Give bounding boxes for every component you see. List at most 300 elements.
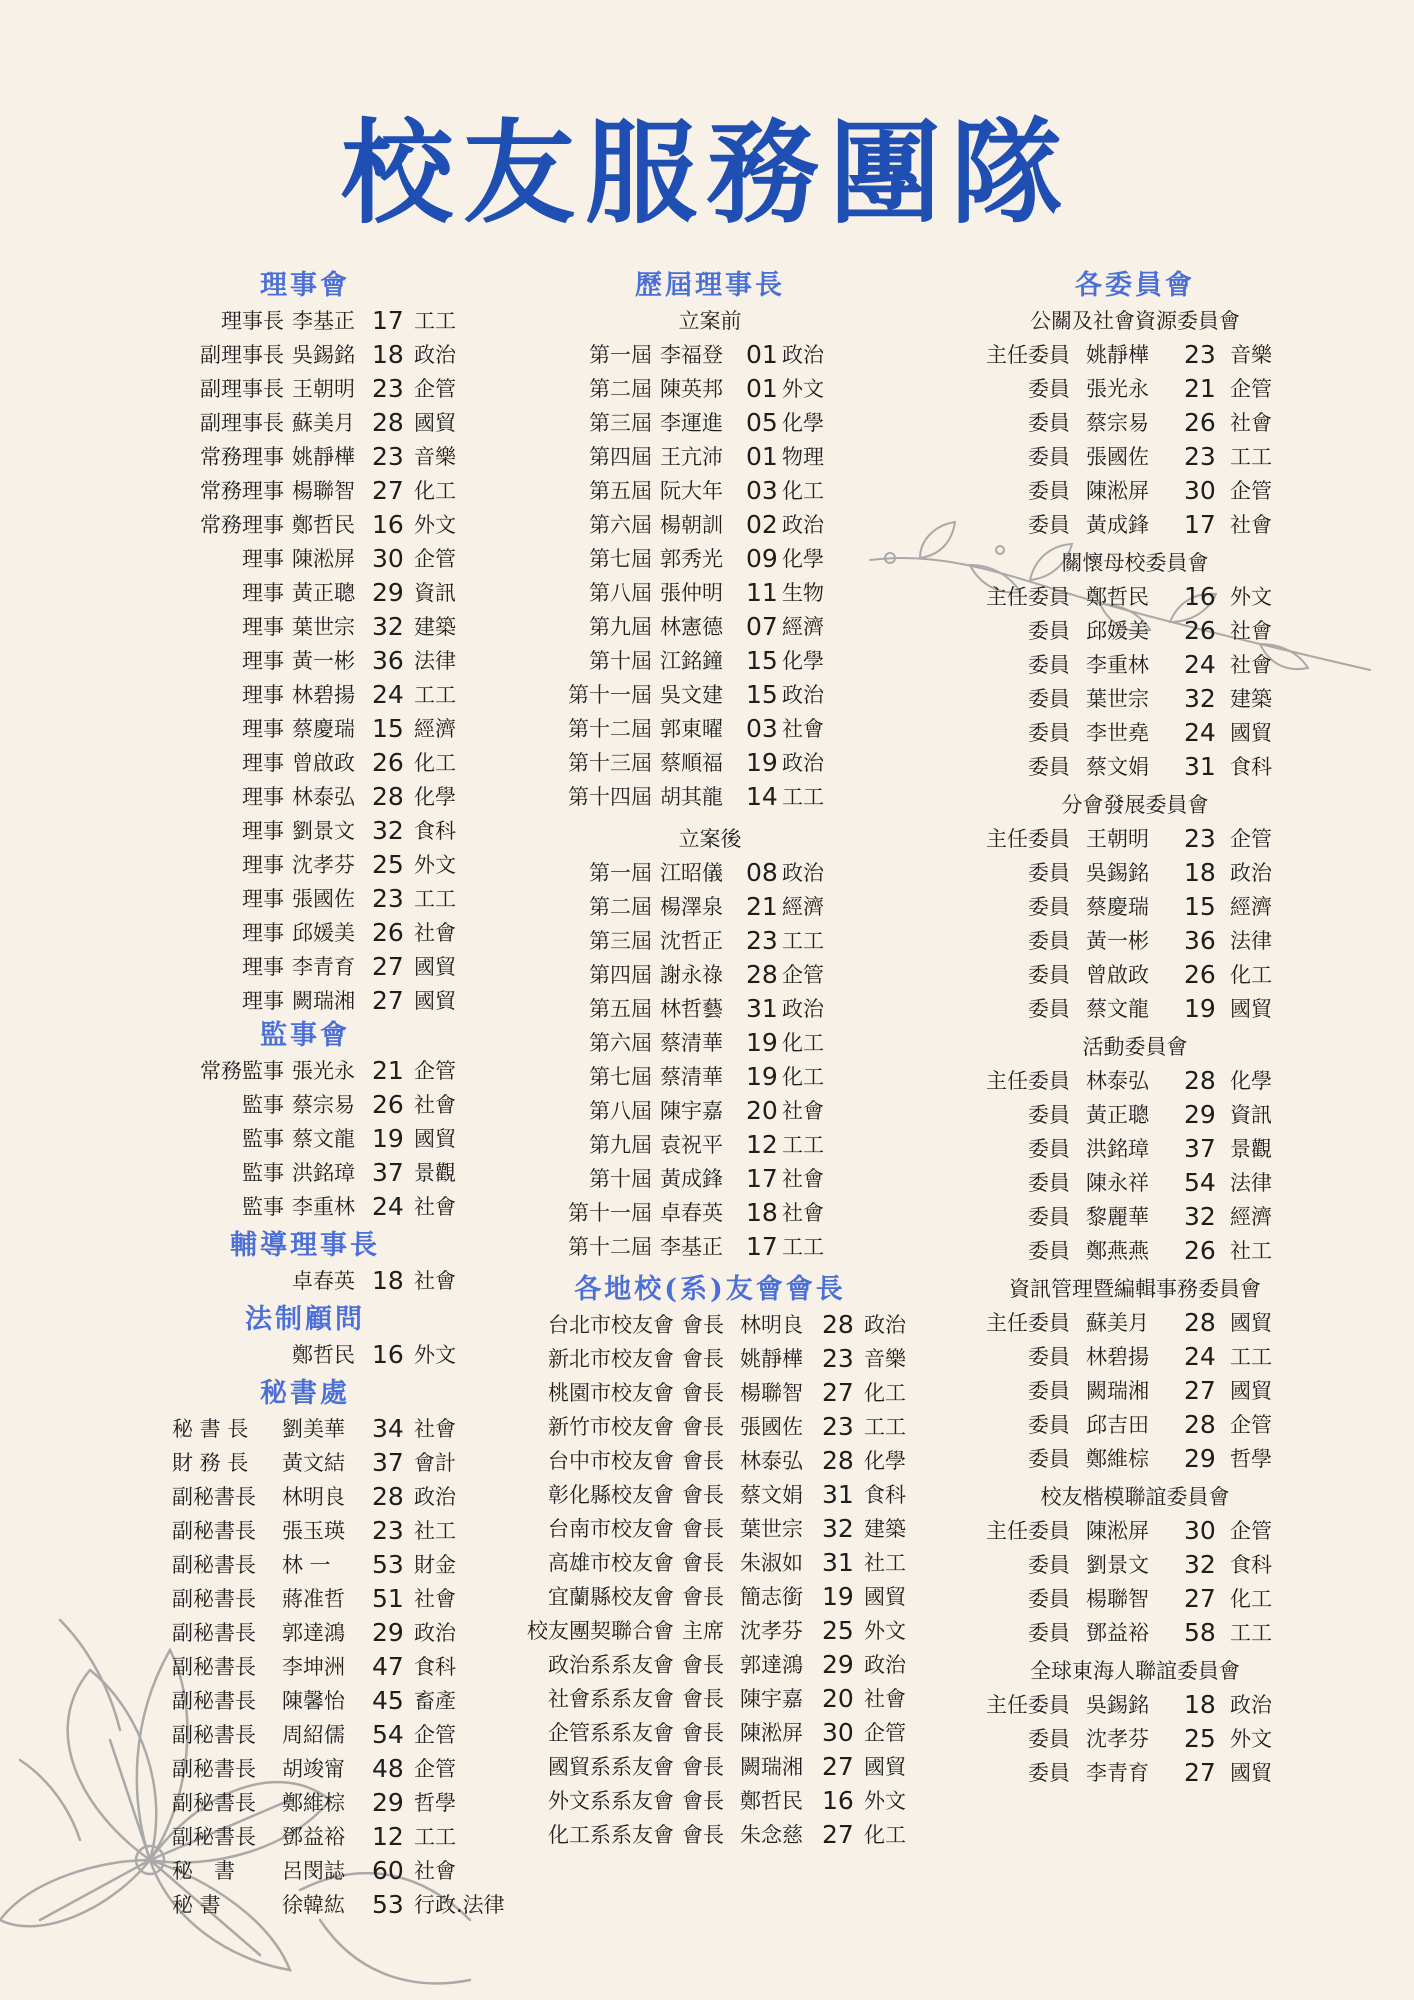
department: 國貿 [864, 1585, 906, 1609]
department: 工工 [1230, 1345, 1272, 1369]
department: 音樂 [1230, 343, 1272, 367]
class-year: 27 [1184, 1758, 1216, 1787]
term-label: 第七屆 [589, 1065, 652, 1089]
term-label: 第一屆 [589, 343, 652, 367]
department: 社會 [1230, 411, 1272, 435]
member-name: 沈孝芬 [292, 853, 355, 877]
member-name: 呂閔誌 [282, 1859, 345, 1883]
member-name: 王朝明 [292, 377, 355, 401]
class-year: 19 [746, 748, 778, 777]
member-name: 陳淞屏 [292, 547, 355, 571]
past-chair-row [480, 610, 840, 644]
department: 國貿 [1230, 721, 1272, 745]
department: 資訊 [414, 581, 456, 605]
department: 化工 [782, 1065, 824, 1089]
chair-name: 陳宇嘉 [660, 1099, 723, 1123]
member-name: 鄭燕燕 [1086, 1239, 1149, 1263]
committee-member-row [960, 338, 1290, 372]
member-name: 徐韓紘 [282, 1893, 345, 1917]
class-year: 28 [372, 408, 404, 437]
department: 行政.法律 [414, 1893, 505, 1917]
member-role: 主任委員 [986, 1519, 1070, 1543]
chair-name: 謝永祿 [660, 963, 723, 987]
department: 社會 [782, 1201, 824, 1225]
department: 會計 [414, 1451, 456, 1475]
alumni-chapter-row [480, 1716, 920, 1750]
alumni-chapter-row [480, 1614, 920, 1648]
term-label: 第九屆 [589, 615, 652, 639]
department: 社工 [1230, 1239, 1272, 1263]
department: 政治 [782, 751, 824, 775]
member-name: 陳永祥 [1086, 1171, 1149, 1195]
committee-name: 資訊管理暨編輯事務委員會 [1009, 1277, 1261, 1301]
class-year: 24 [1184, 650, 1216, 679]
department: 社會 [782, 717, 824, 741]
chair-name: 郭東曜 [660, 717, 723, 741]
member-name: 闕瑞湘 [292, 989, 355, 1013]
department: 國貿 [1230, 1761, 1272, 1785]
alumni-chapter-row [480, 1546, 920, 1580]
department: 國貿 [1230, 1379, 1272, 1403]
chair-name: 李福登 [660, 343, 723, 367]
member-name: 鄭維棕 [1086, 1447, 1149, 1471]
member-role: 主任委員 [986, 827, 1070, 851]
committee-member-row [960, 1166, 1290, 1200]
member-role: 主任委員 [986, 1693, 1070, 1717]
member-name: 林碧揚 [1086, 1345, 1149, 1369]
department: 政治 [782, 861, 824, 885]
committee-member-row [960, 890, 1290, 924]
past-chair-row [480, 440, 840, 474]
class-year: 19 [746, 1062, 778, 1091]
member-role: 委員 [1028, 1621, 1070, 1645]
member-name: 黃文結 [282, 1451, 345, 1475]
department: 企管 [782, 963, 824, 987]
class-year: 16 [372, 510, 404, 539]
member-name: 黃成鋒 [1086, 513, 1149, 537]
member-name: 曾啟政 [292, 751, 355, 775]
department: 景觀 [1230, 1137, 1272, 1161]
member-role: 委員 [1028, 411, 1070, 435]
department: 國貿 [864, 1755, 906, 1779]
committee-member-row [960, 1200, 1290, 1234]
class-year: 15 [1184, 892, 1216, 921]
committee-members [960, 822, 1310, 1026]
class-year: 37 [1184, 1134, 1216, 1163]
member-role: 委員 [1028, 1239, 1070, 1263]
member-name: 黎麗華 [1086, 1205, 1149, 1229]
department: 社會 [864, 1687, 906, 1711]
alumni-chapter-row [480, 1512, 920, 1546]
department: 食科 [414, 1655, 456, 1679]
member-title: 秘 書 長 [172, 1417, 249, 1441]
member-name: 郭達鴻 [282, 1621, 345, 1645]
board-member-row [140, 746, 470, 780]
committee-member-row [960, 1722, 1290, 1756]
class-year: 51 [372, 1584, 404, 1613]
class-year: 18 [372, 340, 404, 369]
member-name: 闕瑞湘 [1086, 1379, 1149, 1403]
past-chair-row [480, 474, 840, 508]
member-name: 陳馨怡 [282, 1689, 345, 1713]
member-name: 劉美華 [282, 1417, 345, 1441]
member-role: 委員 [1028, 895, 1070, 919]
department: 社會 [414, 1269, 456, 1293]
class-year: 32 [1184, 1550, 1216, 1579]
committee-members [960, 1306, 1310, 1476]
department: 政治 [414, 1621, 456, 1645]
secretariat-member-row [140, 1684, 470, 1718]
committee-member-row [960, 958, 1290, 992]
class-year: 27 [372, 986, 404, 1015]
member-name: 葉世宗 [1086, 687, 1149, 711]
department: 建築 [1230, 687, 1272, 711]
class-year: 08 [746, 858, 778, 887]
class-year: 53 [372, 1890, 404, 1919]
member-name: 葉世宗 [292, 615, 355, 639]
chapter-role: 會長 [682, 1755, 724, 1779]
member-title: 副秘書長 [172, 1723, 256, 1747]
class-year: 23 [1184, 340, 1216, 369]
class-year: 20 [746, 1096, 778, 1125]
class-year: 27 [822, 1752, 854, 1781]
member-title: 理事 [242, 751, 284, 775]
chapter-name: 新竹市校友會 [548, 1415, 674, 1439]
department: 外文 [864, 1619, 906, 1643]
advisor-row [140, 1264, 470, 1298]
member-name: 李重林 [292, 1195, 355, 1219]
chapter-head-name: 鄭哲民 [740, 1789, 803, 1813]
board-member-row [140, 372, 470, 406]
committee-member-row [960, 440, 1290, 474]
member-role: 委員 [1028, 1205, 1070, 1229]
committee-member-row [960, 1616, 1290, 1650]
department: 企管 [414, 1723, 456, 1747]
department: 社會 [414, 1859, 456, 1883]
class-year: 32 [822, 1514, 854, 1543]
department: 化工 [864, 1381, 906, 1405]
department: 政治 [414, 343, 456, 367]
member-name: 李基正 [292, 309, 355, 333]
class-year: 29 [372, 578, 404, 607]
department: 政治 [1230, 861, 1272, 885]
chair-name: 陳英邦 [660, 377, 723, 401]
department: 工工 [864, 1415, 906, 1439]
class-year: 19 [1184, 994, 1216, 1023]
board-member-row [140, 882, 470, 916]
member-name: 蔡慶瑞 [292, 717, 355, 741]
secretariat-member-row [140, 1888, 505, 1922]
committee-member-row [960, 1132, 1290, 1166]
term-label: 第四屆 [589, 445, 652, 469]
member-name: 鄭哲民 [1086, 585, 1149, 609]
department: 化工 [414, 479, 456, 503]
department: 經濟 [414, 717, 456, 741]
committee-member-row [960, 1756, 1290, 1790]
class-year: 23 [1184, 824, 1216, 853]
member-name: 鄧益裕 [282, 1825, 345, 1849]
alumni-chapter-row [480, 1818, 920, 1852]
board-member-row [140, 440, 470, 474]
chapter-name: 桃園市校友會 [548, 1381, 674, 1405]
past-chair-row [480, 1128, 840, 1162]
class-year: 12 [372, 1822, 404, 1851]
class-year: 27 [1184, 1376, 1216, 1405]
committee-members [960, 1688, 1310, 1790]
class-year: 26 [1184, 616, 1216, 645]
department: 企管 [1230, 479, 1272, 503]
member-name: 邱媛美 [292, 921, 355, 945]
member-name: 蘇美月 [292, 411, 355, 435]
alumni-chapter-row [480, 1580, 920, 1614]
chapter-role: 會長 [682, 1415, 724, 1439]
advisor-title: 輔導理事長 [230, 1230, 380, 1261]
member-name: 蔣准哲 [282, 1587, 345, 1611]
department: 工工 [414, 309, 456, 333]
class-year: 19 [746, 1028, 778, 1057]
past-chair-row [480, 890, 840, 924]
chair-name: 沈哲正 [660, 929, 723, 953]
class-year: 16 [372, 1340, 404, 1369]
class-year: 23 [1184, 442, 1216, 471]
member-role: 委員 [1028, 1447, 1070, 1471]
chapter-head-name: 朱淑如 [740, 1551, 803, 1575]
past-chair-row [480, 992, 840, 1026]
term-label: 第六屆 [589, 1031, 652, 1055]
department: 企管 [414, 1757, 456, 1781]
class-year: 31 [1184, 752, 1216, 781]
legal-title: 法制顧問 [245, 1304, 365, 1335]
term-label: 第十屆 [589, 1167, 652, 1191]
supervisor-row [140, 1122, 470, 1156]
legal-advisor-row [140, 1338, 470, 1372]
term-label: 第十一屆 [568, 683, 652, 707]
department: 政治 [864, 1313, 906, 1337]
supervisor-row [140, 1088, 470, 1122]
class-year: 53 [372, 1550, 404, 1579]
department: 食科 [1230, 755, 1272, 779]
member-role: 委員 [1028, 1587, 1070, 1611]
member-name: 張國佐 [1086, 445, 1149, 469]
class-year: 23 [372, 374, 404, 403]
member-title: 副秘書長 [172, 1519, 256, 1543]
member-name: 鄭哲民 [292, 1343, 355, 1367]
member-title: 理事 [242, 717, 284, 741]
past-chair-row [480, 1230, 840, 1264]
class-year: 18 [1184, 858, 1216, 887]
department: 化學 [782, 649, 824, 673]
member-title: 財 務 長 [172, 1451, 249, 1475]
class-year: 17 [746, 1232, 778, 1261]
chapter-head-name: 葉世宗 [740, 1517, 803, 1541]
class-year: 37 [372, 1448, 404, 1477]
board-member-row [140, 950, 470, 984]
term-label: 第十四屆 [568, 785, 652, 809]
chapter-role: 會長 [682, 1313, 724, 1337]
class-year: 32 [372, 816, 404, 845]
member-role: 委員 [1028, 721, 1070, 745]
class-year: 23 [372, 884, 404, 913]
department: 社會 [1230, 653, 1272, 677]
member-title: 常務監事 [200, 1059, 284, 1083]
supervisor-row [140, 1054, 470, 1088]
department: 哲學 [1230, 1447, 1272, 1471]
term-label: 第三屆 [589, 929, 652, 953]
past-chair-row [480, 958, 840, 992]
department: 工工 [1230, 1621, 1272, 1645]
department: 企管 [414, 547, 456, 571]
class-year: 18 [746, 1198, 778, 1227]
class-year: 26 [1184, 408, 1216, 437]
secretariat-member-row [140, 1446, 470, 1480]
member-title: 監事 [242, 1093, 284, 1117]
class-year: 23 [746, 926, 778, 955]
class-year: 23 [822, 1412, 854, 1441]
class-year: 17 [746, 1164, 778, 1193]
supervisors-list [140, 1054, 470, 1224]
member-role: 委員 [1028, 755, 1070, 779]
department: 企管 [864, 1721, 906, 1745]
chapter-role: 會長 [682, 1483, 724, 1507]
department: 社會 [1230, 513, 1272, 537]
chapter-role: 會長 [682, 1653, 724, 1677]
member-role: 委員 [1028, 963, 1070, 987]
term-label: 第八屆 [589, 1099, 652, 1123]
member-name: 黃正聰 [1086, 1103, 1149, 1127]
department: 法律 [414, 649, 456, 673]
chapter-name: 宜蘭縣校友會 [548, 1585, 674, 1609]
member-name: 楊聯智 [292, 479, 355, 503]
term-label: 第十三屆 [568, 751, 652, 775]
committee-name: 活動委員會 [1082, 1035, 1188, 1059]
class-year: 20 [822, 1684, 854, 1713]
member-name: 王朝明 [1086, 827, 1149, 851]
class-year: 17 [372, 306, 404, 335]
department: 工工 [782, 1133, 824, 1157]
alumni-chapter-row [480, 1444, 920, 1478]
class-year: 31 [822, 1480, 854, 1509]
member-name: 邱媛美 [1086, 619, 1149, 643]
member-title: 副秘書長 [172, 1553, 256, 1577]
member-title: 常務理事 [200, 445, 284, 469]
alumni-chapter-row [480, 1342, 920, 1376]
committee-member-row [960, 1306, 1290, 1340]
class-year: 19 [822, 1582, 854, 1611]
class-year: 15 [746, 680, 778, 709]
member-role: 委員 [1028, 1345, 1070, 1369]
board-member-row [140, 780, 470, 814]
member-title: 秘 書 [172, 1893, 221, 1917]
department: 法律 [1230, 929, 1272, 953]
term-label: 第九屆 [589, 1133, 652, 1157]
member-title: 理事 [242, 819, 284, 843]
secretariat-member-row [140, 1412, 470, 1446]
department: 工工 [414, 683, 456, 707]
department: 企管 [1230, 1413, 1272, 1437]
term-label: 第五屆 [589, 997, 652, 1021]
member-role: 主任委員 [986, 585, 1070, 609]
member-name: 李青育 [292, 955, 355, 979]
department: 社會 [414, 921, 456, 945]
secretariat-member-row [140, 1548, 470, 1582]
class-year: 28 [1184, 1410, 1216, 1439]
member-role: 主任委員 [986, 1311, 1070, 1335]
term-label: 第十屆 [589, 649, 652, 673]
past-chair-row [480, 924, 840, 958]
committees-list [960, 304, 1310, 1790]
member-role: 委員 [1028, 1761, 1070, 1785]
class-year: 28 [372, 782, 404, 811]
alumni-chapter-row [480, 1376, 920, 1410]
member-name: 林泰弘 [292, 785, 355, 809]
class-year: 09 [746, 544, 778, 573]
secretariat-member-row [140, 1582, 470, 1616]
department: 音樂 [864, 1347, 906, 1371]
alumni-chapter-row [480, 1410, 920, 1444]
chapter-head-name: 郭達鴻 [740, 1653, 803, 1677]
member-role: 委員 [1028, 1137, 1070, 1161]
class-year: 27 [372, 952, 404, 981]
term-label: 第五屆 [589, 479, 652, 503]
committee-member-row [960, 474, 1290, 508]
committee-member-row [960, 1234, 1290, 1268]
past-chair-row [480, 856, 840, 890]
class-year: 25 [822, 1616, 854, 1645]
member-title: 副秘書長 [172, 1485, 256, 1509]
alumni-chapter-row [480, 1308, 920, 1342]
chair-name: 蔡清華 [660, 1065, 723, 1089]
chapter-head-name: 陳淞屏 [740, 1721, 803, 1745]
class-year: 32 [372, 612, 404, 641]
committee-members [960, 1514, 1310, 1650]
department: 政治 [782, 683, 824, 707]
class-year: 47 [372, 1652, 404, 1681]
member-name: 鄭維棕 [282, 1791, 345, 1815]
board-title: 理事會 [260, 270, 350, 301]
term-label: 第二屆 [589, 377, 652, 401]
class-year: 45 [372, 1686, 404, 1715]
alumni-chapter-row [480, 1750, 920, 1784]
class-year: 30 [372, 544, 404, 573]
department: 政治 [864, 1653, 906, 1677]
member-name: 張國佐 [292, 887, 355, 911]
committee-member-row [960, 1442, 1290, 1476]
class-year: 36 [1184, 926, 1216, 955]
alumni-chapter-row [480, 1682, 920, 1716]
committee-member-row [960, 1514, 1290, 1548]
class-year: 01 [746, 374, 778, 403]
class-year: 19 [372, 1124, 404, 1153]
member-name: 蔡慶瑞 [1086, 895, 1149, 919]
chair-name: 卓春英 [660, 1201, 723, 1225]
member-name: 蔡文龍 [1086, 997, 1149, 1021]
chapter-role: 會長 [682, 1721, 724, 1745]
member-title: 理事 [242, 615, 284, 639]
legal-list [140, 1338, 470, 1372]
class-year: 07 [746, 612, 778, 641]
chapter-role: 會長 [682, 1517, 724, 1541]
board-member-row [140, 304, 470, 338]
class-year: 02 [746, 510, 778, 539]
board-member-row [140, 474, 470, 508]
chapter-name: 台中市校友會 [548, 1449, 674, 1473]
department: 法律 [1230, 1171, 1272, 1195]
member-title: 常務理事 [200, 479, 284, 503]
supervisor-row [140, 1190, 470, 1224]
class-year: 15 [372, 714, 404, 743]
past-chair-row [480, 1026, 840, 1060]
chapter-head-name: 沈孝芬 [740, 1619, 803, 1643]
